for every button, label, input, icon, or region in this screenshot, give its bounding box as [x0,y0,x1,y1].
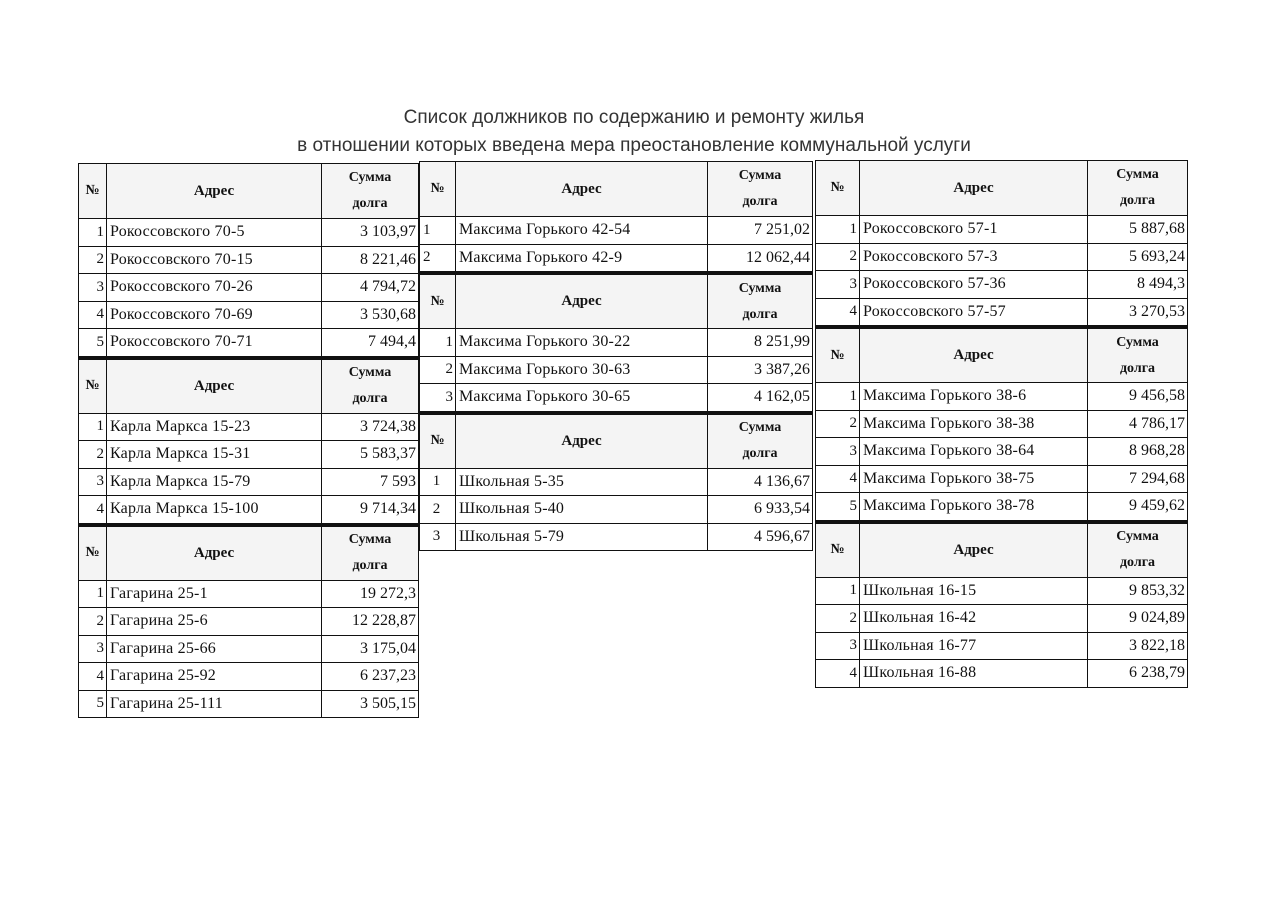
table-row [816,298,1188,326]
row-address: Рокоссовского 70-5 [107,219,322,247]
row-address: Карла Маркса 15-100 [107,496,322,524]
column-header-debt-sum [708,162,813,217]
column-header-address: Адрес [860,522,1088,577]
row-address: Рокоссовского 70-26 [107,274,322,302]
row-debt-sum: 5 583,37 [322,441,419,469]
row-number: 2 [79,246,107,274]
row-debt-sum: 3 822,18 [1088,632,1188,660]
row-number: 3 [79,468,107,496]
column-header-address: Адрес [860,161,1088,216]
column-header-number: № [79,164,107,219]
column-header-address: Адрес [456,274,708,329]
table-row [420,384,813,412]
row-debt-sum: 7 294,68 [1088,465,1188,493]
table-header-row [816,522,1188,577]
document-title-line-2: в отношении которых введена мера преостановление коммунальной услуги [297,135,971,156]
debt-table [815,160,1188,326]
row-debt-sum: 9 024,89 [1088,605,1188,633]
table-row [79,580,419,608]
column-header-address: Адрес [107,164,322,219]
row-debt-sum: 6 238,79 [1088,660,1188,688]
row-debt-sum: 4 162,05 [708,384,813,412]
row-address: Школьная 16-15 [860,577,1088,605]
debtors-column-2 [419,161,812,551]
debtors-column-1 [78,163,418,718]
row-number: 1 [79,413,107,441]
column-header-number: № [816,328,860,383]
table-header-row [816,161,1188,216]
row-address: Рокоссовского 57-57 [860,298,1088,326]
row-number: 5 [816,493,860,521]
row-number: 2 [816,605,860,633]
debt-sum-header-line-1: Сумма [1116,334,1159,350]
table-row [79,246,419,274]
row-number: 2 [420,496,456,524]
row-address: Карла Маркса 15-23 [107,413,322,441]
column-header-number: № [79,358,107,413]
table-row [816,493,1188,521]
debt-table [419,161,813,272]
table-row [816,410,1188,438]
row-debt-sum: 4 786,17 [1088,410,1188,438]
column-header-address: Адрес [456,162,708,217]
row-address: Школьная 5-35 [456,468,708,496]
debtors-column-3 [815,160,1187,688]
debt-sum-header-line-2: долга [742,446,778,461]
table-row [816,605,1188,633]
debt-sum-header-line-1: Сумма [1116,529,1159,544]
column-header-number: № [420,274,456,329]
row-debt-sum: 6 933,54 [708,496,813,524]
table-row [79,274,419,302]
row-address: Рокоссовского 57-36 [860,271,1088,299]
row-address: Рокоссовского 70-15 [107,246,322,274]
row-address: Максима Горького 30-63 [456,356,708,384]
column-header-debt-sum [322,358,419,413]
table-row [79,663,419,691]
table-row [79,468,419,496]
table-row [79,329,419,357]
table-row [420,356,813,384]
row-debt-sum: 7 251,02 [708,217,813,245]
row-address: Гагарина 25-66 [107,635,322,663]
column-header-number: № [79,525,107,580]
table-row [79,441,419,469]
row-debt-sum: 12 228,87 [322,608,419,636]
row-debt-sum: 5 693,24 [1088,243,1188,271]
row-address: Школьная 16-77 [860,632,1088,660]
row-address: Школьная 16-42 [860,605,1088,633]
row-address: Максима Горького 38-75 [860,465,1088,493]
table-row [420,496,813,524]
document-title-line-1: Список должников по содержанию и ремонту жилья [403,107,865,128]
row-debt-sum: 3 270,53 [1088,298,1188,326]
row-number: 2 [420,356,456,384]
row-number: 2 [816,243,860,271]
row-address: Гагарина 25-111 [107,690,322,718]
row-address: Максима Горького 42-9 [456,244,708,272]
row-number: 1 [816,216,860,244]
table-row [79,496,419,524]
row-number: 3 [420,384,456,412]
row-debt-sum: 3 175,04 [322,635,419,663]
table-row [79,635,419,663]
row-number: 3 [79,635,107,663]
row-number: 3 [816,438,860,466]
debt-sum-header-line-2: долга [742,306,778,322]
debt-table [78,357,419,524]
debt-table [419,412,813,552]
row-number: 3 [79,274,107,302]
debt-sum-header-line-2: долга [352,558,388,573]
row-debt-sum: 19 272,3 [322,580,419,608]
column-header-address: Адрес [107,525,322,580]
debt-table [815,521,1188,688]
row-debt-sum: 8 221,46 [322,246,419,274]
column-header-address: Адрес [456,413,708,468]
debt-sum-header-line-2: долга [742,194,778,209]
row-debt-sum: 9 459,62 [1088,493,1188,521]
row-number: 5 [79,690,107,718]
row-number: 4 [79,496,107,524]
column-header-debt-sum [1088,522,1188,577]
row-number: 4 [816,660,860,688]
column-header-debt-sum [1088,328,1188,383]
table-row [816,383,1188,411]
debt-table [78,524,419,719]
row-debt-sum: 3 530,68 [322,301,419,329]
row-debt-sum: 8 251,99 [708,329,813,357]
table-header-row [420,162,813,217]
row-number: 1 [79,580,107,608]
row-number: 5 [79,329,107,357]
row-address: Максима Горького 30-65 [456,384,708,412]
debt-table [419,272,813,412]
debt-sum-header-line-1: Сумма [738,420,782,435]
row-number: 3 [816,271,860,299]
debt-sum-header-line-2: долга [352,391,388,406]
row-number: 4 [79,663,107,691]
row-address: Рокоссовского 57-3 [860,243,1088,271]
column-header-number: № [420,162,456,217]
row-address: Максима Горького 38-78 [860,493,1088,521]
debt-sum-header-line-2: долга [1119,555,1156,570]
row-debt-sum: 3 103,97 [322,219,419,247]
row-number: 2 [79,441,107,469]
row-debt-sum: 9 853,32 [1088,577,1188,605]
row-number: 3 [420,523,456,551]
table-row [79,413,419,441]
debt-sum-header-line-1: Сумма [348,532,392,547]
column-header-number: № [420,413,456,468]
debt-sum-header-line-1: Сумма [1116,167,1159,182]
row-address: Карла Маркса 15-79 [107,468,322,496]
row-debt-sum: 7 593 [322,468,419,496]
column-header-debt-sum [322,525,419,580]
table-row [816,271,1188,299]
table-row [420,329,813,357]
row-number: 3 [816,632,860,660]
row-number: 1 [79,219,107,247]
table-row [816,632,1188,660]
row-number: 2 [420,244,456,272]
column-header-number: № [816,161,860,216]
row-address: Школьная 16-88 [860,660,1088,688]
column-header-debt-sum [708,274,813,329]
row-address: Максима Горького 30-22 [456,329,708,357]
row-debt-sum: 3 505,15 [322,690,419,718]
row-number: 2 [816,410,860,438]
row-number: 1 [816,383,860,411]
column-header-debt-sum [708,413,813,468]
table-header-row [79,164,419,219]
row-address: Максима Горького 38-38 [860,410,1088,438]
row-address: Гагарина 25-6 [107,608,322,636]
row-debt-sum: 6 237,23 [322,663,419,691]
table-header-row [79,525,419,580]
debt-sum-header-line-1: Сумма [738,168,782,183]
row-number: 1 [420,217,456,245]
table-row [816,216,1188,244]
table-header-row [816,328,1188,383]
table-row [420,217,813,245]
row-address: Рокоссовского 70-69 [107,301,322,329]
table-row [420,244,813,272]
debt-sum-header-line-1: Сумма [738,280,782,296]
column-header-debt-sum [322,164,419,219]
debt-sum-header-line-2: долга [1119,360,1156,376]
row-address: Гагарина 25-92 [107,663,322,691]
row-address: Максима Горького 42-54 [456,217,708,245]
table-row [816,577,1188,605]
table-row [816,438,1188,466]
row-debt-sum: 8 494,3 [1088,271,1188,299]
debt-table [78,163,419,357]
row-address: Карла Маркса 15-31 [107,441,322,469]
row-address: Максима Горького 38-6 [860,383,1088,411]
row-debt-sum: 3 724,38 [322,413,419,441]
row-number: 2 [79,608,107,636]
row-address: Школьная 5-79 [456,523,708,551]
column-header-debt-sum [1088,161,1188,216]
row-number: 1 [816,577,860,605]
table-row [816,660,1188,688]
row-debt-sum: 7 494,4 [322,329,419,357]
row-address: Рокоссовского 57-1 [860,216,1088,244]
table-header-row [79,358,419,413]
column-header-number: № [816,522,860,577]
debt-sum-header-line-2: долга [1119,193,1156,208]
debt-sum-header-line-1: Сумма [348,170,392,185]
row-debt-sum: 4 136,67 [708,468,813,496]
row-number: 4 [816,298,860,326]
row-number: 4 [79,301,107,329]
column-header-address: Адрес [860,328,1088,383]
row-debt-sum: 3 387,26 [708,356,813,384]
row-debt-sum: 12 062,44 [708,244,813,272]
row-debt-sum: 4 596,67 [708,523,813,551]
table-row [420,468,813,496]
row-number: 1 [420,468,456,496]
debt-sum-header-line-1: Сумма [348,365,392,380]
row-number: 4 [816,465,860,493]
table-row [816,243,1188,271]
row-address: Школьная 5-40 [456,496,708,524]
table-header-row [420,413,813,468]
row-address: Рокоссовского 70-71 [107,329,322,357]
column-header-address: Адрес [107,358,322,413]
table-header-row [420,274,813,329]
table-row [79,608,419,636]
row-address: Максима Горького 38-64 [860,438,1088,466]
row-address: Гагарина 25-1 [107,580,322,608]
table-row [816,465,1188,493]
row-number: 1 [420,329,456,357]
table-row [79,219,419,247]
row-debt-sum: 9 714,34 [322,496,419,524]
table-row [79,301,419,329]
row-debt-sum: 9 456,58 [1088,383,1188,411]
row-debt-sum: 5 887,68 [1088,216,1188,244]
debt-table [815,326,1188,521]
table-row [79,690,419,718]
row-debt-sum: 4 794,72 [322,274,419,302]
row-debt-sum: 8 968,28 [1088,438,1188,466]
debt-sum-header-line-2: долга [352,196,388,211]
table-row [420,523,813,551]
